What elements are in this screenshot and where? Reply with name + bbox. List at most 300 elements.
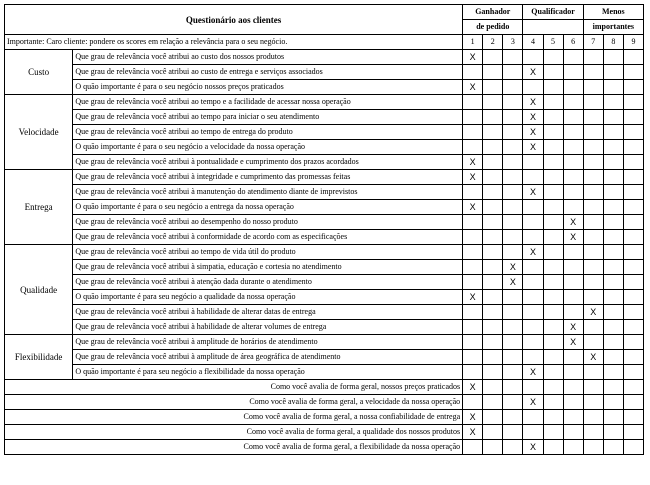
score-cell[interactable] xyxy=(583,335,603,350)
score-cell[interactable] xyxy=(583,65,603,80)
score-cell[interactable] xyxy=(483,65,503,80)
score-cell[interactable] xyxy=(623,335,643,350)
score-cell[interactable] xyxy=(583,110,603,125)
question-row xyxy=(5,200,644,215)
question-row xyxy=(5,140,644,155)
score-cell[interactable] xyxy=(583,80,603,95)
group-subheader-qualifier xyxy=(523,20,583,35)
general-row xyxy=(5,380,644,395)
category-label: Entrega xyxy=(5,170,73,245)
score-cell[interactable] xyxy=(523,335,543,350)
score-cell[interactable] xyxy=(563,275,583,290)
score-cell[interactable] xyxy=(543,275,563,290)
score-cell[interactable] xyxy=(603,125,623,140)
score-cell[interactable] xyxy=(623,320,643,335)
score-cell[interactable] xyxy=(523,155,543,170)
score-cell[interactable] xyxy=(623,230,643,245)
score-cell[interactable] xyxy=(503,305,523,320)
score-cell[interactable] xyxy=(583,440,603,455)
score-cell[interactable] xyxy=(483,350,503,365)
score-cell[interactable] xyxy=(483,215,503,230)
score-cell[interactable] xyxy=(503,110,523,125)
score-mark[interactable]: X xyxy=(463,290,483,305)
score-cell[interactable] xyxy=(583,425,603,440)
scale-number: 3 xyxy=(503,35,523,50)
question-text: Que grau de relevância você atribui à habilidade de alterar datas de entrega xyxy=(73,305,463,320)
score-cell[interactable] xyxy=(483,365,503,380)
score-cell[interactable] xyxy=(603,410,623,425)
score-cell[interactable] xyxy=(563,305,583,320)
score-cell[interactable] xyxy=(603,395,623,410)
score-cell[interactable] xyxy=(463,110,483,125)
score-cell[interactable] xyxy=(583,320,603,335)
score-cell[interactable] xyxy=(543,425,563,440)
score-cell[interactable] xyxy=(463,335,483,350)
score-cell[interactable] xyxy=(483,335,503,350)
score-cell[interactable] xyxy=(563,425,583,440)
score-cell[interactable] xyxy=(603,110,623,125)
score-cell[interactable] xyxy=(563,95,583,110)
score-cell[interactable] xyxy=(543,155,563,170)
score-cell[interactable] xyxy=(603,440,623,455)
score-cell[interactable] xyxy=(463,185,483,200)
score-cell[interactable] xyxy=(623,200,643,215)
score-mark[interactable]: X xyxy=(583,305,603,320)
score-cell[interactable] xyxy=(583,140,603,155)
score-cell[interactable] xyxy=(543,80,563,95)
score-mark[interactable]: X xyxy=(503,260,523,275)
score-cell[interactable] xyxy=(543,365,563,380)
question-text: Que grau de relevância você atribui à pontualidade e cumprimento dos prazos acordados xyxy=(73,155,463,170)
score-cell[interactable] xyxy=(483,200,503,215)
score-cell[interactable] xyxy=(543,200,563,215)
general-row xyxy=(5,395,644,410)
score-cell[interactable] xyxy=(623,245,643,260)
score-cell[interactable] xyxy=(563,170,583,185)
question-text: O quão importante é para seu negócio a qualidade da nossa operação xyxy=(73,290,463,305)
score-cell[interactable] xyxy=(623,305,643,320)
score-mark[interactable]: X xyxy=(463,410,483,425)
score-mark[interactable]: X xyxy=(523,245,543,260)
score-cell[interactable] xyxy=(583,275,603,290)
question-text: Que grau de relevância você atribui à conformidade de acordo com as especificações xyxy=(73,230,463,245)
score-cell[interactable] xyxy=(543,380,563,395)
question-text: Que grau de relevância você atribui à atenção dada durante o atendimento xyxy=(73,275,463,290)
score-cell[interactable] xyxy=(543,185,563,200)
score-cell[interactable] xyxy=(563,380,583,395)
score-cell[interactable] xyxy=(623,395,643,410)
score-cell[interactable] xyxy=(603,80,623,95)
score-cell[interactable] xyxy=(603,215,623,230)
score-mark[interactable]: X xyxy=(523,140,543,155)
score-mark[interactable]: X xyxy=(523,440,543,455)
score-cell[interactable] xyxy=(603,170,623,185)
question-text: O quão importante é para seu negócio a flexibilidade da nossa operação xyxy=(73,365,463,380)
score-cell[interactable] xyxy=(483,80,503,95)
score-cell[interactable] xyxy=(583,230,603,245)
score-cell[interactable] xyxy=(543,140,563,155)
score-cell[interactable] xyxy=(483,290,503,305)
score-cell[interactable] xyxy=(603,140,623,155)
score-mark[interactable]: X xyxy=(523,95,543,110)
score-cell[interactable] xyxy=(503,140,523,155)
score-cell[interactable] xyxy=(483,140,503,155)
score-cell[interactable] xyxy=(523,410,543,425)
score-cell[interactable] xyxy=(583,395,603,410)
score-mark[interactable]: X xyxy=(503,275,523,290)
group-header-less-important: Menos xyxy=(583,5,643,20)
general-question-text: Como você avalia de forma geral, a qualidade dos nossos produtos xyxy=(5,425,463,440)
score-cell[interactable] xyxy=(523,425,543,440)
score-cell[interactable] xyxy=(503,200,523,215)
question-row xyxy=(5,50,644,65)
score-cell[interactable] xyxy=(583,215,603,230)
score-cell[interactable] xyxy=(543,440,563,455)
score-cell[interactable] xyxy=(483,110,503,125)
score-cell[interactable] xyxy=(543,215,563,230)
score-cell[interactable] xyxy=(603,335,623,350)
score-mark[interactable]: X xyxy=(523,125,543,140)
score-mark[interactable]: X xyxy=(583,350,603,365)
score-cell[interactable] xyxy=(483,425,503,440)
score-cell[interactable] xyxy=(523,275,543,290)
score-cell[interactable] xyxy=(563,185,583,200)
score-mark[interactable]: X xyxy=(563,215,583,230)
score-cell[interactable] xyxy=(563,290,583,305)
score-cell[interactable] xyxy=(623,350,643,365)
score-cell[interactable] xyxy=(523,200,543,215)
score-cell[interactable] xyxy=(543,110,563,125)
score-cell[interactable] xyxy=(583,380,603,395)
score-cell[interactable] xyxy=(623,275,643,290)
category-label: Velocidade xyxy=(5,95,73,170)
score-cell[interactable] xyxy=(463,305,483,320)
score-cell[interactable] xyxy=(463,260,483,275)
question-text: O quão importante é para o seu negócio a velocidade da nossa operação xyxy=(73,140,463,155)
score-cell[interactable] xyxy=(583,125,603,140)
score-cell[interactable] xyxy=(503,335,523,350)
score-cell[interactable] xyxy=(583,95,603,110)
score-cell[interactable] xyxy=(503,290,523,305)
score-cell[interactable] xyxy=(623,260,643,275)
question-row xyxy=(5,170,644,185)
question-text: O quão importante é para o seu negócio a entrega da nossa operação xyxy=(73,200,463,215)
score-cell[interactable] xyxy=(543,335,563,350)
question-row xyxy=(5,350,644,365)
question-text: Que grau de relevância você atribui ao tempo de vida útil do produto xyxy=(73,245,463,260)
score-cell[interactable] xyxy=(503,80,523,95)
score-cell[interactable] xyxy=(463,215,483,230)
score-cell[interactable] xyxy=(523,260,543,275)
score-cell[interactable] xyxy=(483,275,503,290)
score-mark[interactable]: X xyxy=(463,50,483,65)
score-cell[interactable] xyxy=(503,215,523,230)
question-row xyxy=(5,365,644,380)
score-cell[interactable] xyxy=(463,275,483,290)
question-text: Que grau de relevância você atribui ao custo de entrega e serviços associados xyxy=(73,65,463,80)
score-cell[interactable] xyxy=(523,215,543,230)
score-cell[interactable] xyxy=(483,170,503,185)
score-cell[interactable] xyxy=(623,155,643,170)
score-cell[interactable] xyxy=(623,425,643,440)
score-cell[interactable] xyxy=(523,380,543,395)
question-text: Que grau de relevância você atribui à manutenção do atendimento diante de imprevistos xyxy=(73,185,463,200)
score-cell[interactable] xyxy=(543,170,563,185)
score-cell[interactable] xyxy=(603,50,623,65)
score-mark[interactable]: X xyxy=(463,200,483,215)
question-text: Que grau de relevância você atribui ao desempenho do nosso produto xyxy=(73,215,463,230)
scale-number: 9 xyxy=(623,35,643,50)
score-cell[interactable] xyxy=(483,380,503,395)
score-cell[interactable] xyxy=(463,245,483,260)
general-question-text: Como você avalia de forma geral, a velocidade da nossa operação xyxy=(5,395,463,410)
score-cell[interactable] xyxy=(623,440,643,455)
score-cell[interactable] xyxy=(543,350,563,365)
score-cell[interactable] xyxy=(543,395,563,410)
score-mark[interactable]: X xyxy=(563,320,583,335)
score-cell[interactable] xyxy=(503,95,523,110)
question-text: O quão importante é para o seu negócio nossos preços praticados xyxy=(73,80,463,95)
question-text: Que grau de relevância você atribui ao tempo e a facilidade de acessar nossa operação xyxy=(73,95,463,110)
score-cell[interactable] xyxy=(623,65,643,80)
score-mark[interactable]: X xyxy=(523,395,543,410)
score-cell[interactable] xyxy=(603,95,623,110)
score-cell[interactable] xyxy=(483,95,503,110)
score-cell[interactable] xyxy=(523,320,543,335)
score-cell[interactable] xyxy=(503,245,523,260)
score-cell[interactable] xyxy=(603,260,623,275)
score-cell[interactable] xyxy=(463,395,483,410)
questionnaire-sheet xyxy=(4,4,644,455)
score-cell[interactable] xyxy=(583,50,603,65)
score-cell[interactable] xyxy=(603,320,623,335)
score-cell[interactable] xyxy=(543,65,563,80)
score-cell[interactable] xyxy=(463,140,483,155)
question-row xyxy=(5,125,644,140)
score-cell[interactable] xyxy=(463,95,483,110)
score-cell[interactable] xyxy=(603,380,623,395)
score-cell[interactable] xyxy=(563,110,583,125)
score-cell[interactable] xyxy=(503,230,523,245)
scale-number: 2 xyxy=(483,35,503,50)
score-cell[interactable] xyxy=(563,155,583,170)
score-cell[interactable] xyxy=(483,155,503,170)
score-cell[interactable] xyxy=(623,95,643,110)
instruction-text: Importante: Caro cliente: pondere os scores em relação a relevância para o seu negócio. xyxy=(5,35,463,50)
score-cell[interactable] xyxy=(543,125,563,140)
score-cell[interactable] xyxy=(503,170,523,185)
score-cell[interactable] xyxy=(603,290,623,305)
score-cell[interactable] xyxy=(563,200,583,215)
score-cell[interactable] xyxy=(503,185,523,200)
score-cell[interactable] xyxy=(463,320,483,335)
question-row xyxy=(5,335,644,350)
score-cell[interactable] xyxy=(563,125,583,140)
question-row xyxy=(5,290,644,305)
score-cell[interactable] xyxy=(483,230,503,245)
question-text: Que grau de relevância você atribui à integridade e cumprimento das promessas feitas xyxy=(73,170,463,185)
score-cell[interactable] xyxy=(623,380,643,395)
score-mark[interactable]: X xyxy=(563,230,583,245)
score-cell[interactable] xyxy=(623,50,643,65)
score-cell[interactable] xyxy=(463,350,483,365)
score-cell[interactable] xyxy=(503,440,523,455)
question-row xyxy=(5,110,644,125)
category-label: Custo xyxy=(5,50,73,95)
score-cell[interactable] xyxy=(523,290,543,305)
score-cell[interactable] xyxy=(563,395,583,410)
score-cell[interactable] xyxy=(543,95,563,110)
score-cell[interactable] xyxy=(463,440,483,455)
score-cell[interactable] xyxy=(543,245,563,260)
score-cell[interactable] xyxy=(623,185,643,200)
score-cell[interactable] xyxy=(563,80,583,95)
score-mark[interactable]: X xyxy=(523,365,543,380)
score-mark[interactable]: X xyxy=(463,155,483,170)
group-subheader-order-winner: de pedido xyxy=(463,20,523,35)
score-cell[interactable] xyxy=(463,65,483,80)
score-cell[interactable] xyxy=(583,260,603,275)
score-cell[interactable] xyxy=(603,275,623,290)
score-mark[interactable]: X xyxy=(523,110,543,125)
general-row xyxy=(5,425,644,440)
score-cell[interactable] xyxy=(483,440,503,455)
score-cell[interactable] xyxy=(603,155,623,170)
score-cell[interactable] xyxy=(523,230,543,245)
score-cell[interactable] xyxy=(483,50,503,65)
score-cell[interactable] xyxy=(543,290,563,305)
score-cell[interactable] xyxy=(543,230,563,245)
score-cell[interactable] xyxy=(603,65,623,80)
score-cell[interactable] xyxy=(543,410,563,425)
score-cell[interactable] xyxy=(463,125,483,140)
score-cell[interactable] xyxy=(523,80,543,95)
score-cell[interactable] xyxy=(503,320,523,335)
score-cell[interactable] xyxy=(563,350,583,365)
score-cell[interactable] xyxy=(623,365,643,380)
general-question-text: Como você avalia de forma geral, a nossa confiabilidade de entrega xyxy=(5,410,463,425)
score-cell[interactable] xyxy=(603,230,623,245)
score-cell[interactable] xyxy=(583,410,603,425)
score-cell[interactable] xyxy=(503,395,523,410)
score-cell[interactable] xyxy=(563,245,583,260)
question-row xyxy=(5,65,644,80)
score-cell[interactable] xyxy=(623,410,643,425)
score-cell[interactable] xyxy=(543,50,563,65)
score-cell[interactable] xyxy=(483,305,503,320)
score-cell[interactable] xyxy=(603,350,623,365)
score-cell[interactable] xyxy=(523,50,543,65)
score-mark[interactable]: X xyxy=(463,170,483,185)
scale-number: 4 xyxy=(523,35,543,50)
score-cell[interactable] xyxy=(503,125,523,140)
question-text: Que grau de relevância você atribui à amplitude de horários de atendimento xyxy=(73,335,463,350)
score-cell[interactable] xyxy=(563,440,583,455)
score-cell[interactable] xyxy=(563,365,583,380)
header-row-1 xyxy=(5,5,644,20)
score-cell[interactable] xyxy=(583,170,603,185)
score-cell[interactable] xyxy=(543,260,563,275)
score-cell[interactable] xyxy=(503,350,523,365)
question-text: Que grau de relevância você atribui à simpatia, educação e cortesia no atendimento xyxy=(73,260,463,275)
score-cell[interactable] xyxy=(523,170,543,185)
score-mark[interactable]: X xyxy=(523,185,543,200)
score-cell[interactable] xyxy=(483,125,503,140)
score-cell[interactable] xyxy=(483,320,503,335)
score-cell[interactable] xyxy=(603,200,623,215)
score-cell[interactable] xyxy=(623,110,643,125)
score-cell[interactable] xyxy=(483,410,503,425)
score-cell[interactable] xyxy=(503,50,523,65)
general-row xyxy=(5,410,644,425)
score-cell[interactable] xyxy=(503,365,523,380)
score-cell[interactable] xyxy=(563,410,583,425)
score-cell[interactable] xyxy=(603,245,623,260)
score-cell[interactable] xyxy=(583,290,603,305)
score-cell[interactable] xyxy=(543,305,563,320)
score-cell[interactable] xyxy=(623,80,643,95)
score-cell[interactable] xyxy=(583,185,603,200)
score-cell[interactable] xyxy=(523,305,543,320)
score-mark[interactable]: X xyxy=(463,380,483,395)
score-cell[interactable] xyxy=(463,365,483,380)
score-cell[interactable] xyxy=(583,155,603,170)
score-cell[interactable] xyxy=(483,395,503,410)
score-cell[interactable] xyxy=(563,140,583,155)
score-cell[interactable] xyxy=(543,320,563,335)
score-cell[interactable] xyxy=(503,380,523,395)
score-cell[interactable] xyxy=(483,245,503,260)
score-cell[interactable] xyxy=(623,140,643,155)
question-row xyxy=(5,215,644,230)
score-cell[interactable] xyxy=(583,365,603,380)
score-cell[interactable] xyxy=(503,65,523,80)
question-row xyxy=(5,95,644,110)
score-mark[interactable]: X xyxy=(463,425,483,440)
score-cell[interactable] xyxy=(503,155,523,170)
score-cell[interactable] xyxy=(623,215,643,230)
score-cell[interactable] xyxy=(603,305,623,320)
score-cell[interactable] xyxy=(523,350,543,365)
score-cell[interactable] xyxy=(463,230,483,245)
score-cell[interactable] xyxy=(563,50,583,65)
score-cell[interactable] xyxy=(583,245,603,260)
score-cell[interactable] xyxy=(583,200,603,215)
question-text: Que grau de relevância você atribui ao tempo de entrega do produto xyxy=(73,125,463,140)
score-cell[interactable] xyxy=(563,65,583,80)
score-cell[interactable] xyxy=(603,425,623,440)
score-mark[interactable]: X xyxy=(523,65,543,80)
score-cell[interactable] xyxy=(483,260,503,275)
score-cell[interactable] xyxy=(623,290,643,305)
score-mark[interactable]: X xyxy=(463,80,483,95)
score-cell[interactable] xyxy=(483,185,503,200)
score-cell[interactable] xyxy=(603,185,623,200)
score-cell[interactable] xyxy=(503,425,523,440)
question-text: Que grau de relevância você atribui ao custo dos nossos produtos xyxy=(73,50,463,65)
scale-number: 5 xyxy=(543,35,563,50)
question-row xyxy=(5,275,644,290)
score-cell[interactable] xyxy=(623,125,643,140)
score-cell[interactable] xyxy=(563,260,583,275)
score-mark[interactable]: X xyxy=(563,335,583,350)
questionnaire-table xyxy=(4,4,644,455)
general-question-text: Como você avalia de forma geral, a flexibilidade da nossa operação xyxy=(5,440,463,455)
score-cell[interactable] xyxy=(623,170,643,185)
score-cell[interactable] xyxy=(503,410,523,425)
question-text: Que grau de relevância você atribui ao tempo para iniciar o seu atendimento xyxy=(73,110,463,125)
score-cell[interactable] xyxy=(603,365,623,380)
